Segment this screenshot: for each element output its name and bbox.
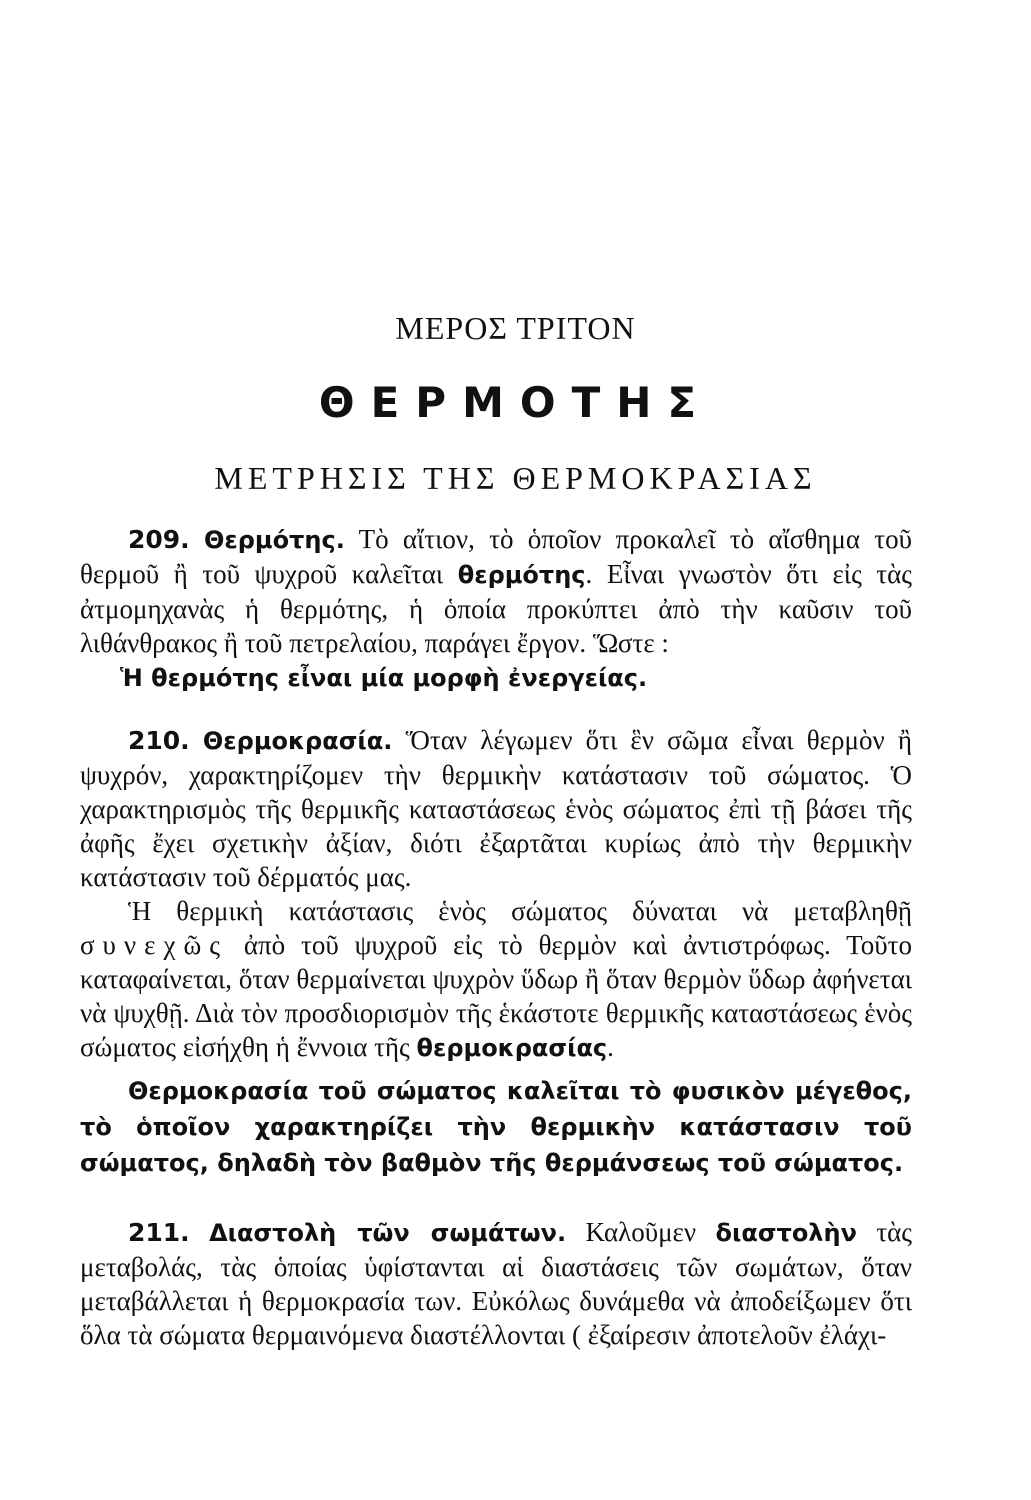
section-210-p2-spaced: συνεχῶς	[80, 930, 228, 960]
part-title: ΜΕΡΟΣ ΤΡΙΤΟΝ	[395, 310, 636, 346]
section-211-term: διαστολὴν	[715, 1219, 857, 1247]
section-209-text-2: . Εἶναι γνωστὸν ὅτι εἰς τὰς ἀτμομηχανὰς ἡ θερμότης, ἡ ὁποία προκύπτει ἀπὸ τὴν καῦσιν τοῦ λιθάνθρακος ἢ τοῦ πετρελαίου, παράγει ἔργον. Ὥστε :	[80, 559, 912, 658]
section-210-p2-end: .	[607, 1032, 614, 1062]
section-209-text-1: Τὸ αἴτιον, τὸ ὁποῖον προκαλεῖ τὸ αἴσθημα τοῦ θερμοῦ ἢ τοῦ ψυχροῦ καλεῖται	[80, 524, 912, 589]
section-209-term: θερμότης	[457, 561, 586, 589]
section-210-heading: Θερμοκρασία.	[202, 727, 393, 755]
section-211-text-2: τὰς μεταβολάς, τὰς ὁποίας ὑφίστανται αἱ διαστάσεις τῶν σωμάτων, ὅταν μεταβάλλεται ἡ θερμοκρασία των. Εὐκόλως δυνάμεθα νὰ ἀποδείξωμεν ὅτι ὅλα τὰ σώματα θερμαινόμενα διαστέλλονται ( ἐξαίρεσιν ἀποτελοῦν ἐλάχι-	[80, 1217, 913, 1350]
section-210-paragraph	[80, 723, 912, 894]
section-210-text-1: Ὅταν λέγωμεν ὅτι ἓν σῶμα εἶναι θερμὸν ἢ ψυχρόν, χαρακτηρίζομεν τὴν θερμικὴν κατάστασιν τοῦ σώματος. Ὁ χαρακτηρισμὸς τῆς θερμικῆς καταστάσεως ἑνὸς σώματος ἐπὶ τῇ βάσει τῆς ἀφῆς ἔχει σχετικὴν ἀξίαν, διότι ἐξαρτᾶται κυρίως ἀπὸ τὴν θερμικὴν κατάστασιν τοῦ δέρματός μας.	[80, 725, 913, 892]
main-title: ΘΕΡΜΟΤΗΣ	[318, 378, 713, 427]
section-209-paragraph	[80, 522, 912, 660]
spacer	[80, 1181, 912, 1215]
section-210-p2-rest: ἀπὸ τοῦ ψυχροῦ εἰς τὸ θερμὸν καὶ ἀντιστρόφως. Τοῦτο καταφαίνεται, ὅταν θερμαίνεται ψυχρὸν ὕδωρ ἢ ὅταν θερμὸν ὕδωρ ἀφήνεται νὰ ψυχθῇ. Διὰ τὸν προσδιορισμὸν τῆς ἑκάστοτε θερμικῆς καταστάσεως ἑνὸς σώματος εἰσήχθη ἡ ἔννοια τῆς	[80, 930, 912, 1062]
spacer	[80, 1065, 912, 1073]
body-text	[80, 522, 912, 1352]
section-209-heading: Θερμότης.	[203, 526, 345, 554]
section-211-paragraph	[80, 1215, 912, 1352]
section-209-number: 209.	[128, 525, 190, 554]
section-210-paragraph-2	[80, 894, 912, 1065]
section-210-p2-term: θερμοκρασίας	[416, 1034, 608, 1062]
section-209-statement: Ἡ θερμότης εἶναι μία μορφὴ ἐνεργείας.	[120, 664, 648, 692]
section-211-number: 211.	[128, 1218, 190, 1247]
section-210-p2-start: Ἡ θερμικὴ κατάστασις ἑνὸς σώματος δύναται νὰ μεταβληθῇ	[128, 896, 912, 926]
section-210-number: 210.	[128, 726, 190, 755]
section-210-definition: Θερμοκρασία τοῦ σώματος καλεῖται τὸ φυσικὸν μέγεθος, τὸ ὁποῖον χαρακτηρίζει τὴν θερμικὴν κατάστασιν τοῦ σώματος, δηλαδὴ τὸν βαθμὸν τῆς θερμάνσεως τοῦ σώματος.	[80, 1077, 912, 1177]
section-211-text-1: Καλοῦμεν	[566, 1217, 716, 1247]
spacer	[80, 695, 912, 723]
section-211-heading: Διαστολὴ τῶν σωμάτων.	[209, 1219, 567, 1247]
section-209-statement-row	[80, 660, 912, 695]
chapter-title: ΜΕΤΡΗΣΙΣ ΤΗΣ ΘΕΡΜΟΚΡΑΣΙΑΣ	[214, 460, 817, 496]
